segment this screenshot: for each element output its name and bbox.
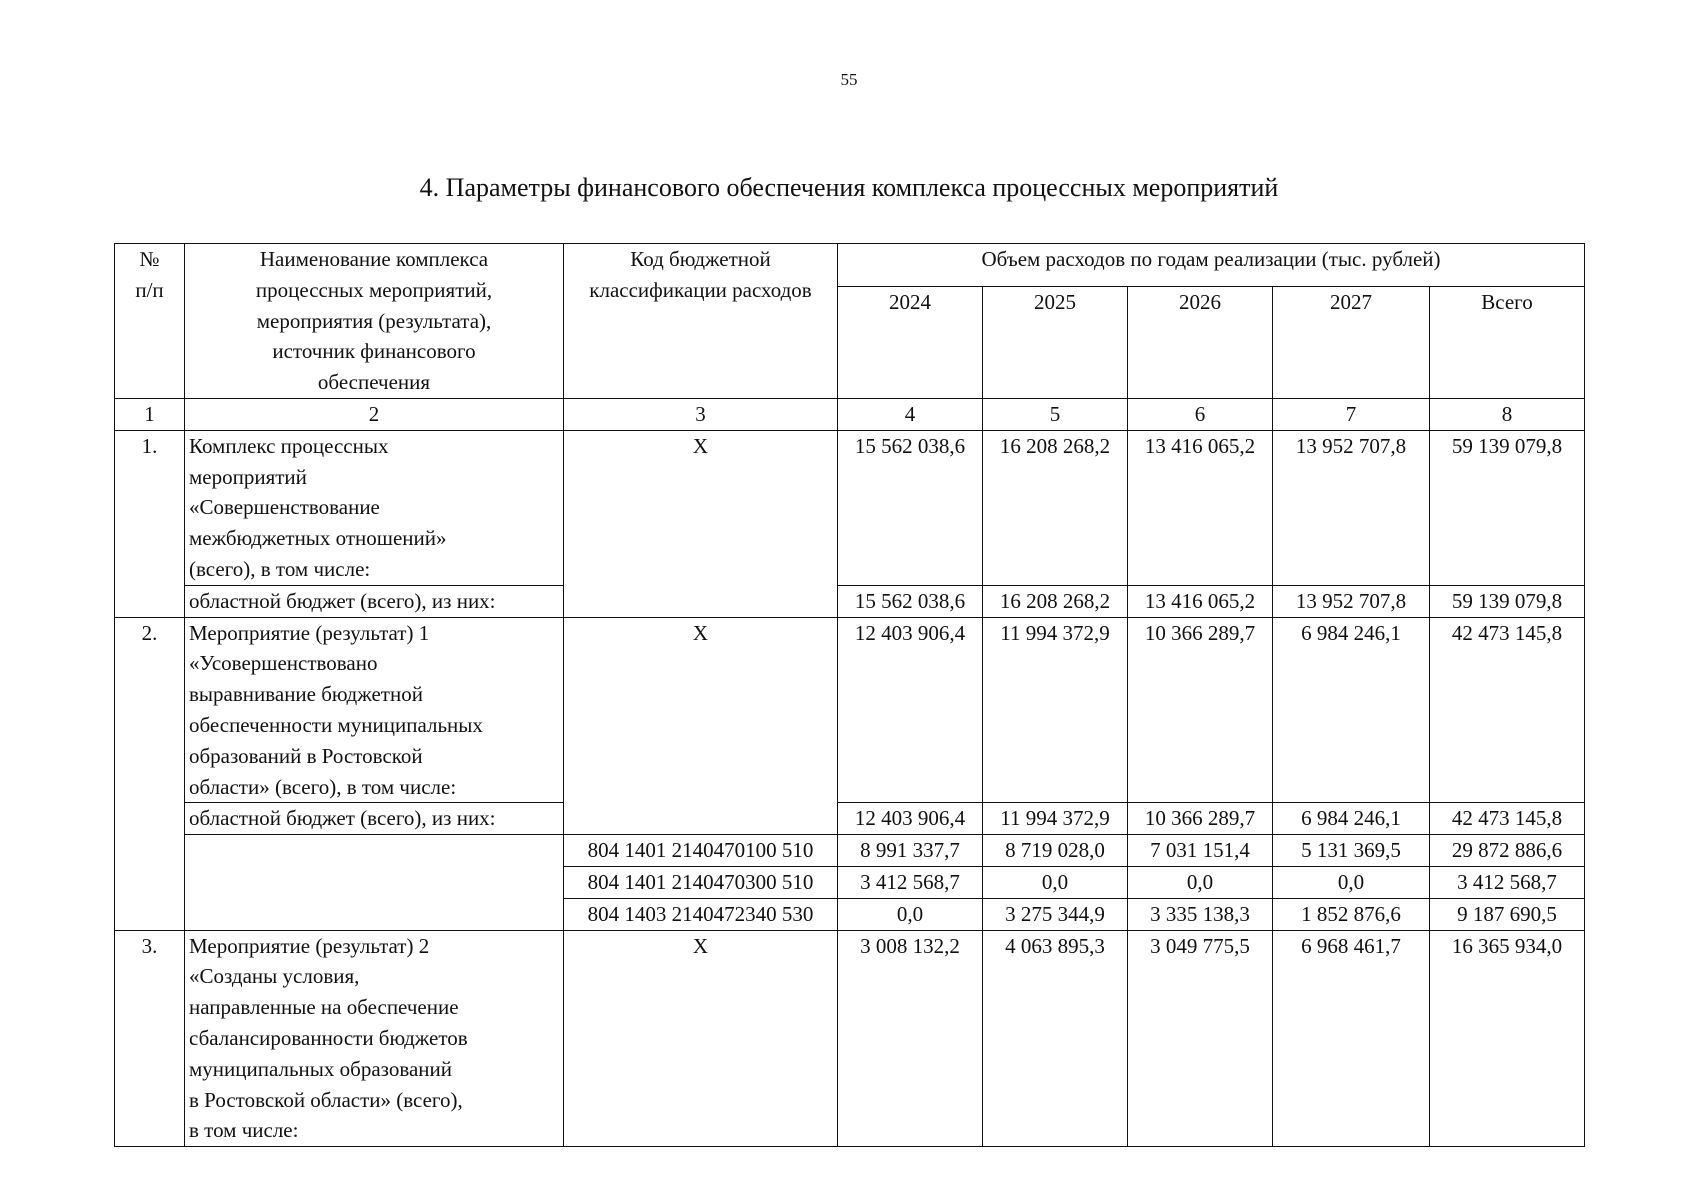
row-name (185, 430, 564, 585)
row-code: 804 1401 2140470300 510 (564, 866, 838, 898)
value-2024: 15 562 038,6 (838, 430, 983, 585)
value-2026: 3 049 775,5 (1128, 930, 1273, 1147)
row-name-line: в Ростовской области» (всего), (189, 1087, 463, 1112)
value-2024: 0,0 (838, 898, 983, 930)
value-2024: 3 008 132,2 (838, 930, 983, 1147)
column-number: 5 (983, 398, 1128, 430)
header-name-cell (185, 244, 564, 399)
value-2027: 1 852 876,6 (1273, 898, 1430, 930)
value-2025: 4 063 895,3 (983, 930, 1128, 1147)
row-name-line: образований в Ростовской (189, 743, 423, 768)
row-name-line: направленные на обеспечение (189, 995, 459, 1020)
header-num-cell (115, 244, 185, 399)
value-2027: 6 984 246,1 (1273, 617, 1430, 803)
value-2024: 12 403 906,4 (838, 617, 983, 803)
value-2026: 3 335 138,3 (1128, 898, 1273, 930)
row-name-line: сбалансированности бюджетов (189, 1025, 468, 1050)
row-name (185, 930, 564, 1147)
column-number: 1 (115, 398, 185, 430)
header-name-line: процессных мероприятий, (255, 277, 493, 302)
row-code: X (564, 430, 838, 617)
value-2025: 3 275 344,9 (983, 898, 1128, 930)
header-volume: Объем расходов по годам реализации (тыс. рублей) (838, 244, 1585, 287)
column-numbers-row (115, 398, 1585, 430)
value-2027: 6 968 461,7 (1273, 930, 1430, 1147)
header-code-line: классификации расходов (589, 277, 812, 302)
header-year-total: Всего (1430, 286, 1585, 398)
value-total: 16 365 934,0 (1430, 930, 1585, 1147)
column-number: 8 (1430, 398, 1585, 430)
value-total: 42 473 145,8 (1430, 617, 1585, 803)
row-name (185, 617, 564, 803)
row-name-line: «Созданы условия, (189, 964, 360, 989)
value-total: 42 473 145,8 (1430, 803, 1585, 835)
row-name-line: «Усовершенствовано (189, 651, 378, 676)
header-num-line: п/п (135, 277, 164, 302)
header-name-line: Наименование комплекса (259, 247, 489, 271)
row-name-line: Мероприятие (результат) 1 (189, 620, 430, 645)
value-2026: 7 031 151,4 (1128, 835, 1273, 867)
header-name-line: обеспечения (317, 370, 431, 395)
value-2027: 0,0 (1273, 866, 1430, 898)
value-total: 9 187 690,5 (1430, 898, 1585, 930)
row-name-line: муниципальных образований (189, 1056, 452, 1081)
value-2025: 0,0 (983, 866, 1128, 898)
column-number: 7 (1273, 398, 1430, 430)
row-code: X (564, 617, 838, 835)
header-code-line: Код бюджетной (630, 247, 771, 271)
value-2027: 5 131 369,5 (1273, 835, 1430, 867)
header-year-2025: 2025 (983, 286, 1128, 398)
value-2025: 11 994 372,9 (983, 617, 1128, 803)
header-code-cell (564, 244, 838, 399)
page-number: 55 (840, 70, 858, 89)
header-name-line: источник финансового (272, 339, 476, 364)
header-year-2024: 2024 (838, 286, 983, 398)
financial-parameters-table (114, 243, 1585, 1147)
row-name-line: выравнивание бюджетной (189, 682, 423, 707)
header-num-line: № (139, 247, 160, 271)
value-2025: 16 208 268,2 (983, 430, 1128, 585)
value-2026: 13 416 065,2 (1128, 430, 1273, 585)
value-2025: 11 994 372,9 (983, 803, 1128, 835)
value-2024: 12 403 906,4 (838, 803, 983, 835)
row-name-line: «Совершенствование (189, 495, 380, 520)
header-year-2026: 2026 (1128, 286, 1273, 398)
row-name-line: области» (всего), в том числе: (189, 774, 457, 799)
row-name-line: Мероприятие (результат) 2 (189, 933, 430, 958)
table-row (115, 835, 1585, 867)
table-row (115, 617, 1585, 803)
row-number: 2. (115, 617, 185, 930)
row-name-line: в том числе: (189, 1118, 299, 1143)
row-code: 804 1401 2140470100 510 (564, 835, 838, 867)
value-total: 29 872 886,6 (1430, 835, 1585, 867)
row-name-line: обеспеченности муниципальных (189, 712, 483, 737)
column-number: 6 (1128, 398, 1273, 430)
row-name: областной бюджет (всего), из них: (185, 803, 564, 835)
value-2026: 13 416 065,2 (1128, 585, 1273, 617)
row-name-line: межбюджетных отношений» (189, 526, 447, 551)
value-total: 59 139 079,8 (1430, 430, 1585, 585)
column-number: 4 (838, 398, 983, 430)
row-name-line: мероприятий (189, 464, 307, 489)
table-row (115, 430, 1585, 585)
row-name-line: Комплекс процессных (189, 433, 389, 458)
value-2026: 10 366 289,7 (1128, 803, 1273, 835)
value-2026: 10 366 289,7 (1128, 617, 1273, 803)
table-row (115, 803, 1585, 835)
table-row (115, 930, 1585, 1147)
value-2024: 3 412 568,7 (838, 866, 983, 898)
table-row (115, 585, 1585, 617)
value-2024: 15 562 038,6 (838, 585, 983, 617)
header-year-2027: 2027 (1273, 286, 1430, 398)
value-2027: 13 952 707,8 (1273, 585, 1430, 617)
row-number: 3. (115, 930, 185, 1147)
value-2027: 6 984 246,1 (1273, 803, 1430, 835)
value-2026: 0,0 (1128, 866, 1273, 898)
value-2024: 8 991 337,7 (838, 835, 983, 867)
row-name: областной бюджет (всего), из них: (185, 585, 564, 617)
row-code: X (564, 930, 838, 1147)
row-name-line: (всего), в том числе: (189, 556, 371, 581)
value-2025: 8 719 028,0 (983, 835, 1128, 867)
column-number: 2 (185, 398, 564, 430)
row-number: 1. (115, 430, 185, 617)
row-name-empty (185, 835, 564, 930)
row-code: 804 1403 2140472340 530 (564, 898, 838, 930)
value-2027: 13 952 707,8 (1273, 430, 1430, 585)
value-2025: 16 208 268,2 (983, 585, 1128, 617)
header-row (115, 244, 1585, 287)
column-number: 3 (564, 398, 838, 430)
value-total: 3 412 568,7 (1430, 866, 1585, 898)
section-title: 4. Параметры финансового обеспечения комплекса процессных мероприятий (419, 173, 1279, 202)
header-name-line: мероприятия (результата), (256, 308, 492, 333)
value-total: 59 139 079,8 (1430, 585, 1585, 617)
